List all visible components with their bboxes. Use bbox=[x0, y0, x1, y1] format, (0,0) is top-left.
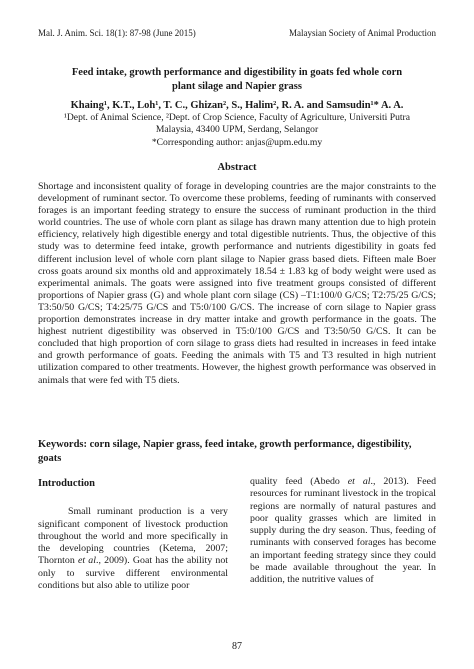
page-number: 87 bbox=[232, 641, 242, 652]
introduction-heading: Introduction bbox=[38, 478, 95, 489]
keywords: Keywords: corn silage, Napier grass, feed intake, growth performance, digestibility, goats bbox=[38, 439, 412, 464]
intro-right-text-2: ., 2013). Feed resources for ruminant livestock in the tropical regions are normally of natural pastures and poor quality grasses which are limited in supply during the dry season. Thus, feeding of ruminants with conserved forages has become an important feeding strategy since they could be made available throughout the year. In addition, the nutritive values of bbox=[250, 476, 437, 586]
abstract-text: Shortage and inconsistent quality of forage in developing countries are the major constraints to the development of ruminant sector. To overcome these problems, feeding of ruminants with conserved forages is an important feeding strategy to ensure the success of ruminant production in the third world countries. The use of whole corn plant as silage has drawn many attention due to high protein efficiency, relatively high digestible energy and total digestible nutrients. Thus, the objective of this study was to determine feed intake, growth performance and nutrients digestibility in goats fed different inclusion level of whole corn plant silage to Napier grass based diets. Fifteen male Boer cross goats around six months old and approximately 18.54 ± 1.83 kg of body weight were used as experimental animals. The goats were assigned into five treatment groups consisted of different proportions of Napier grass (G) and whole plant corn silage (CS) –T1:100/0 G/CS; T2:75/25 G/CS; T3:50/50 G/CS; T4:25/75 G/CS and T5:0/100 G/CS. The increase of corn silage to Napier grass proportion demonstrates increase in dry matter intake and growth performance in the goats. The highest nutrient digestibility was observed in T5:0/100 G/CS and T3:50/50 G/CS. It can be concluded that high proportion of corn silage to grass diets had resulted in increases in feed intake and growth performance of goats. Feeding the animals with T5 and T3 resulted in high nutrient utilization compared to other treatments. However, the highest growth performance was observed in animals that were fed with T5 diets. bbox=[38, 181, 436, 386]
intro-right-etal: et al bbox=[347, 476, 371, 487]
affiliation-line-2: Malaysia, 43400 UPM, Serdang, Selangor bbox=[155, 124, 319, 136]
abstract-heading: Abstract bbox=[217, 162, 257, 173]
corresponding-author: *Corresponding author: anjas@upm.edu.my bbox=[151, 136, 323, 148]
affiliations bbox=[50, 112, 424, 149]
running-head bbox=[38, 28, 436, 39]
intro-right-text-1: quality feed (Abedo bbox=[250, 476, 348, 487]
journal-citation: Mal. J. Anim. Sci. 18(1): 87-98 (June 2015) bbox=[38, 28, 196, 38]
author-list: Khaing¹, K.T., Loh¹, T. C., Ghizan², S., Halim², R. A. and Samsudin¹* A. A. bbox=[70, 100, 404, 111]
intro-left-etal: et al bbox=[77, 555, 96, 567]
intro-left-text-2: ., 2009). Goat has the ability not only to survive different environmental conditions but also able to utilize poor bbox=[38, 555, 228, 592]
paper-title: Feed intake, growth performance and digestibility in goats fed whole corn plant silage and Napier grass bbox=[71, 67, 403, 92]
intro-paragraph-right bbox=[250, 476, 436, 587]
left-column bbox=[38, 478, 228, 592]
society-name: Malaysian Society of Animal Production bbox=[289, 28, 436, 38]
intro-left-text-1: Small ruminant production is a very significant component of livestock production throughout the world and more specifically in the developing countries (Ketema, 2007; Thornton bbox=[38, 506, 228, 567]
affiliation-line-1: ¹Dept. of Animal Science, ²Dept. of Crop Science, Faculty of Agriculture, Universiti Putra bbox=[64, 112, 410, 123]
right-column bbox=[250, 476, 436, 587]
intro-paragraph-left bbox=[38, 506, 228, 592]
